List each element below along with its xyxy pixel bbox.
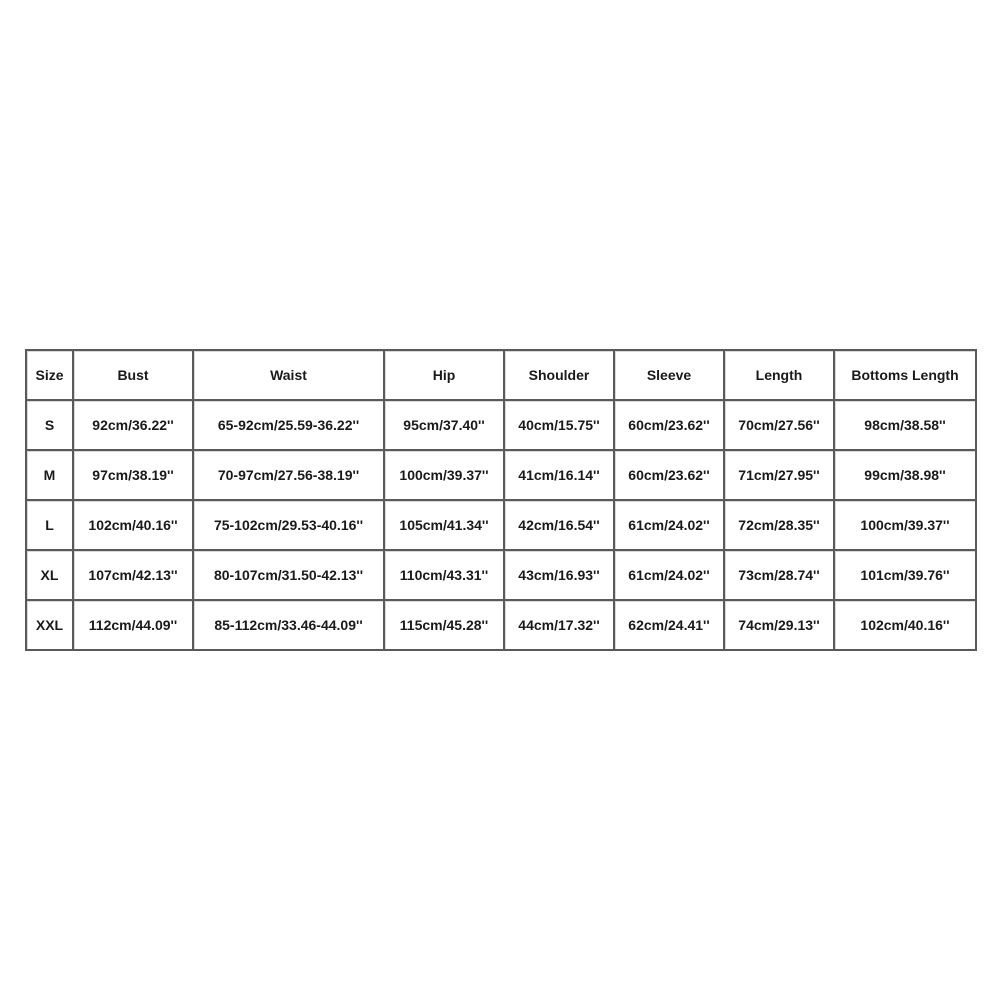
cell-shoulder: 42cm/16.54'' (505, 501, 615, 551)
table-row (27, 451, 977, 501)
table-row (27, 551, 977, 601)
cell-bottoms-length: 100cm/39.37'' (835, 501, 977, 551)
header-bottoms-length: Bottoms Length (835, 351, 977, 401)
cell-size: XL (27, 551, 74, 601)
header-size: Size (27, 351, 74, 401)
cell-length: 74cm/29.13'' (725, 601, 835, 651)
cell-bust: 107cm/42.13'' (74, 551, 194, 601)
cell-hip: 100cm/39.37'' (385, 451, 505, 501)
cell-waist: 75-102cm/29.53-40.16'' (194, 501, 385, 551)
table-row (27, 601, 977, 651)
cell-size: S (27, 401, 74, 451)
table-row (27, 401, 977, 451)
cell-sleeve: 61cm/24.02'' (615, 501, 725, 551)
cell-shoulder: 40cm/15.75'' (505, 401, 615, 451)
cell-bust: 102cm/40.16'' (74, 501, 194, 551)
header-bust: Bust (74, 351, 194, 401)
cell-hip: 105cm/41.34'' (385, 501, 505, 551)
cell-bottoms-length: 99cm/38.98'' (835, 451, 977, 501)
cell-waist: 70-97cm/27.56-38.19'' (194, 451, 385, 501)
table-row (27, 501, 977, 551)
cell-hip: 110cm/43.31'' (385, 551, 505, 601)
size-chart-table (25, 349, 977, 651)
header-waist: Waist (194, 351, 385, 401)
cell-sleeve: 62cm/24.41'' (615, 601, 725, 651)
cell-size: L (27, 501, 74, 551)
header-shoulder: Shoulder (505, 351, 615, 401)
cell-sleeve: 60cm/23.62'' (615, 401, 725, 451)
cell-waist: 80-107cm/31.50-42.13'' (194, 551, 385, 601)
cell-length: 71cm/27.95'' (725, 451, 835, 501)
cell-bust: 112cm/44.09'' (74, 601, 194, 651)
cell-bottoms-length: 101cm/39.76'' (835, 551, 977, 601)
cell-bottoms-length: 98cm/38.58'' (835, 401, 977, 451)
cell-bust: 97cm/38.19'' (74, 451, 194, 501)
cell-size: XXL (27, 601, 74, 651)
header-row (27, 351, 977, 401)
cell-bottoms-length: 102cm/40.16'' (835, 601, 977, 651)
cell-hip: 95cm/37.40'' (385, 401, 505, 451)
header-hip: Hip (385, 351, 505, 401)
cell-shoulder: 41cm/16.14'' (505, 451, 615, 501)
cell-length: 73cm/28.74'' (725, 551, 835, 601)
cell-waist: 85-112cm/33.46-44.09'' (194, 601, 385, 651)
cell-hip: 115cm/45.28'' (385, 601, 505, 651)
cell-length: 72cm/28.35'' (725, 501, 835, 551)
cell-shoulder: 43cm/16.93'' (505, 551, 615, 601)
cell-bust: 92cm/36.22'' (74, 401, 194, 451)
cell-length: 70cm/27.56'' (725, 401, 835, 451)
cell-shoulder: 44cm/17.32'' (505, 601, 615, 651)
cell-size: M (27, 451, 74, 501)
cell-sleeve: 60cm/23.62'' (615, 451, 725, 501)
header-length: Length (725, 351, 835, 401)
cell-sleeve: 61cm/24.02'' (615, 551, 725, 601)
header-sleeve: Sleeve (615, 351, 725, 401)
cell-waist: 65-92cm/25.59-36.22'' (194, 401, 385, 451)
